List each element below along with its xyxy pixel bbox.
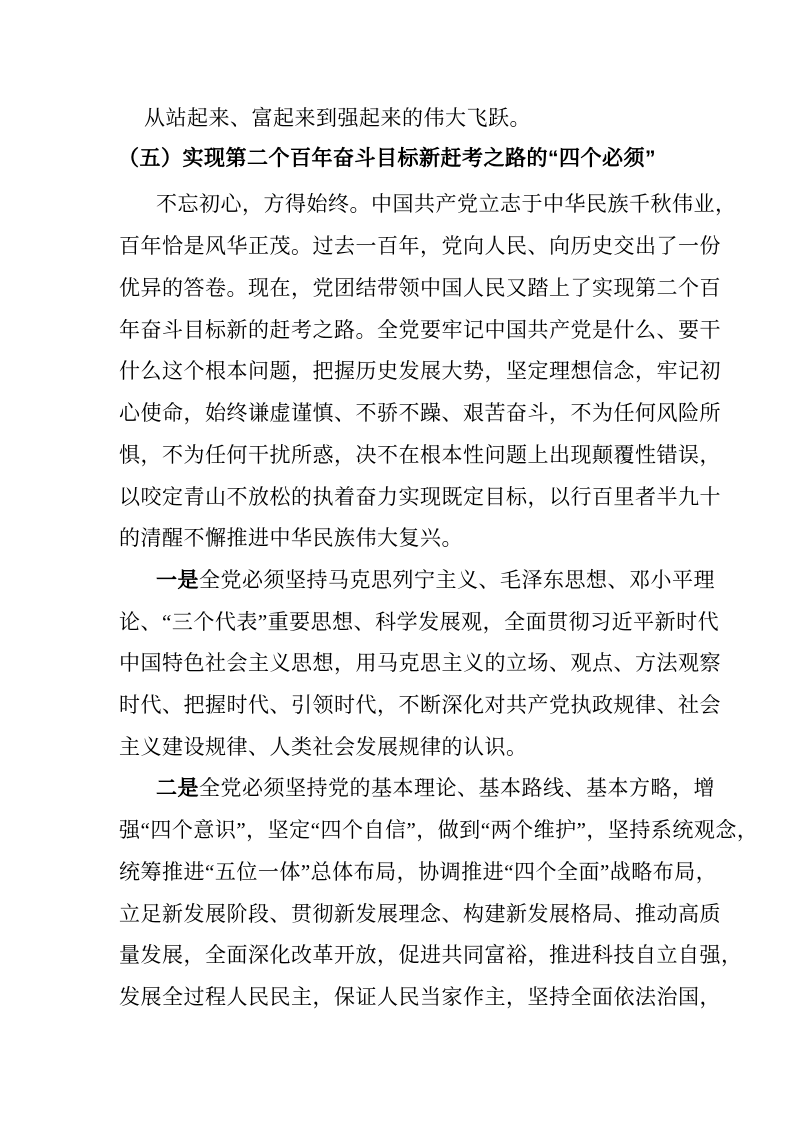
text-line: 心使命，始终谦虚谨慎、不骄不躁、艰苦奋斗，不为任何风险所	[119, 401, 721, 425]
text-line: 百年恰是风华正茂。过去一百年，党向人民、向历史交出了一份	[119, 234, 721, 258]
text-line: 论、“三个代表”重要思想、科学发展观，全面贯彻习近平新时代	[119, 610, 720, 634]
text-line: 不忘初心，方得始终。中国共产党立志于中华民族千秋伟业，	[156, 192, 737, 216]
text-line: 年奋斗目标新的赶考之路。全党要牢记中国共产党是什么、要干	[119, 318, 721, 342]
text-line: 统筹推进“五位一体”总体布局，协调推进“四个全面”战略布局，	[119, 860, 718, 884]
paragraph-lead-rest: 全党必须坚持马克思列宁主义、毛泽东思想、邓小平理	[199, 568, 715, 592]
text-line: 什么这个根本问题，把握历史发展大势，坚定理想信念，牢记初	[119, 359, 721, 383]
text-line	[119, 567, 715, 593]
paragraph-lead: 二是	[156, 776, 199, 800]
section-heading: （五）实现第二个百年奋斗目标新赶考之路的“四个必须”	[118, 147, 656, 170]
text-line: 优异的答卷。现在，党团结带领中国人民又踏上了实现第二个百	[119, 276, 721, 300]
text-line	[119, 775, 715, 801]
text-line: 以咬定青山不放松的执着奋力实现既定目标，以行百里者半九十	[119, 485, 721, 509]
text-line: 的清醒不懈推进中华民族伟大复兴。	[119, 526, 463, 550]
text-line: 立足新发展阶段、贯彻新发展理念、构建新发展格局、推动高质	[119, 902, 721, 926]
paragraph-trailing-line: 从站起来、富起来到强起来的伟大飞跃。	[144, 106, 531, 130]
paragraph-lead: 一是	[156, 568, 199, 592]
text-line: 惧，不为任何干扰所惑，决不在根本性问题上出现颠覆性错误，	[119, 443, 721, 467]
text-line: 量发展，全面深化改革开放，促进共同富裕，推进科技自立自强，	[119, 943, 743, 967]
text-line: 主义建设规律、人类社会发展规律的认识。	[119, 735, 528, 759]
text-line: 发展全过程人民民主，保证人民当家作主，坚持全面依法治国，	[119, 985, 721, 1009]
paragraph-lead-rest: 全党必须坚持党的基本理论、基本路线、基本方略，增	[199, 776, 715, 800]
text-line: 时代、把握时代、引领时代，不断深化对共产党执政规律、社会	[119, 693, 721, 717]
text-line: 强“四个意识”，坚定“四个自信”，做到“两个维护”，坚持系统观念，	[119, 818, 759, 842]
text-line: 中国特色社会主义思想，用马克思主义的立场、观点、方法观察	[119, 651, 721, 675]
